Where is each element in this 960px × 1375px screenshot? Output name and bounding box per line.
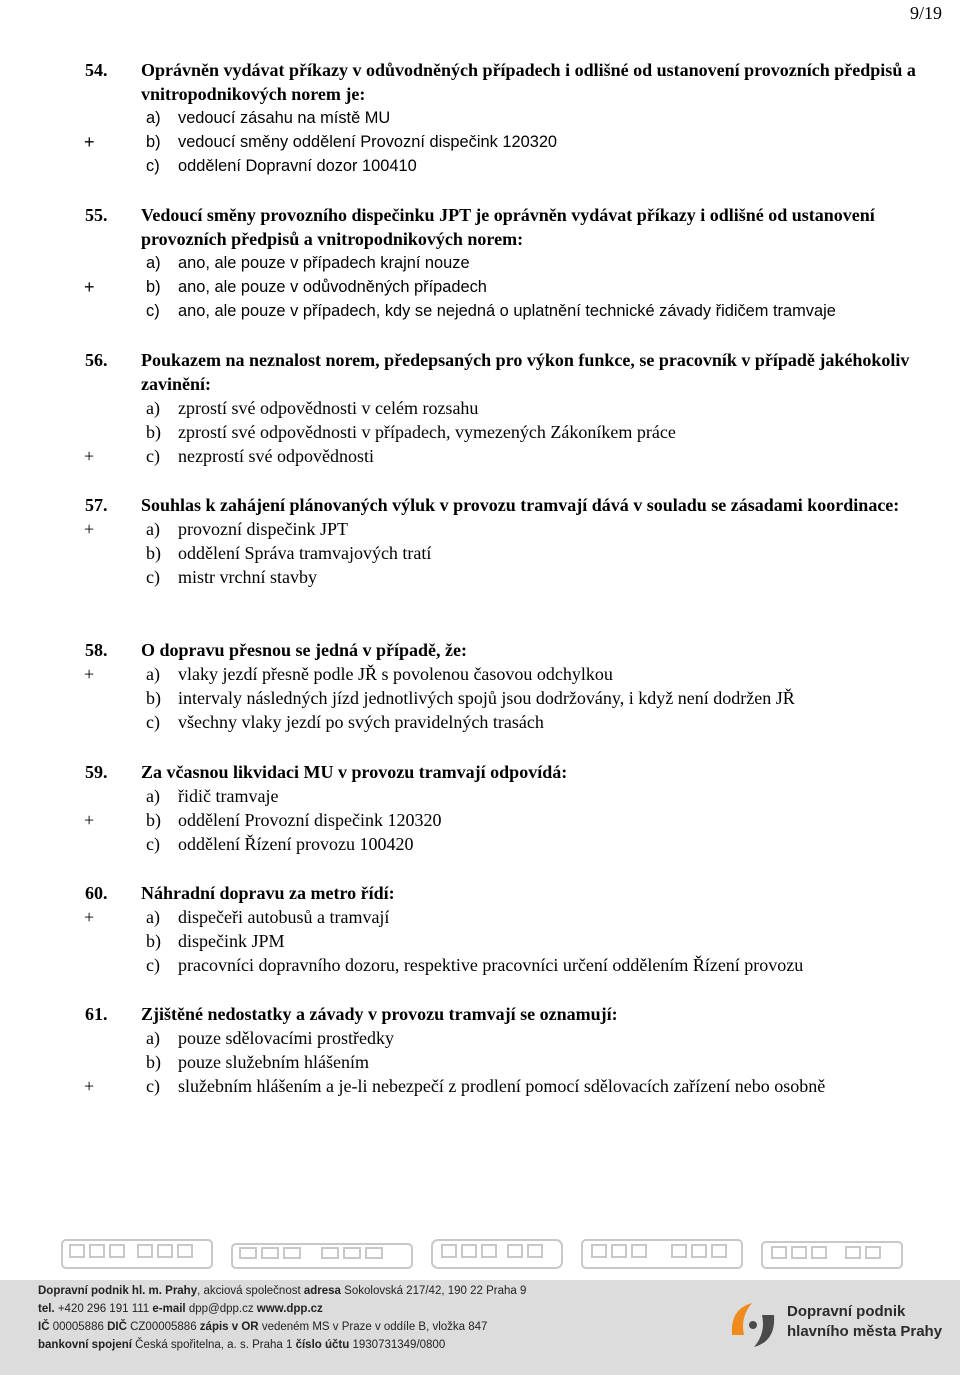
question-stem: O dopravu přesnou se jedná v případě, že: <box>141 640 468 660</box>
option-text: provozní dispečink JPT <box>178 519 348 539</box>
footer-line-registration <box>38 1318 526 1336</box>
footer-line-bank <box>38 1336 526 1354</box>
option-letter: c) <box>146 1076 160 1096</box>
logo-wordmark <box>787 1302 942 1342</box>
correct-marker: + <box>84 277 95 297</box>
option-letter: a) <box>146 1028 160 1048</box>
bus-silhouette-icon <box>232 1244 412 1268</box>
answer-option <box>0 710 960 734</box>
option-text: nezprostí své odpovědnosti <box>178 446 374 466</box>
answer-option <box>0 299 960 323</box>
answer-option <box>0 929 960 953</box>
question-57 <box>0 493 960 589</box>
option-letter: b) <box>146 931 161 951</box>
answer-option <box>0 905 960 929</box>
question-number: 59. <box>85 762 108 782</box>
tram-silhouette-icon <box>582 1240 742 1268</box>
question-number: 61. <box>85 1004 108 1024</box>
email-link[interactable]: dpp@dpp.cz <box>188 1303 254 1315</box>
company-details <box>38 1282 526 1354</box>
option-text: zprostí své odpovědnosti v celém rozsahu <box>178 398 479 418</box>
question-number: 60. <box>85 883 108 903</box>
answer-option <box>0 154 960 178</box>
answer-option <box>0 251 960 275</box>
question-number: 57. <box>85 495 108 515</box>
question-number: 56. <box>85 350 108 370</box>
option-letter: c) <box>146 302 160 320</box>
web-link[interactable]: www.dpp.cz <box>256 1303 323 1315</box>
answer-option <box>0 832 960 856</box>
ic-label: IČ <box>38 1321 50 1333</box>
register-label: zápis v OR <box>199 1321 259 1333</box>
question-stem: Oprávněn vydávat příkazy v odůvodněných případech i odlišné od ustanovení provozních předpisů a vnitropodnikových norem je: <box>141 60 916 104</box>
option-text: ano, ale pouze v odůvodněných případech <box>178 278 487 296</box>
option-text: mistr vrchní stavby <box>178 567 317 587</box>
company-name: Dopravní podnik hl. m. Prahy <box>38 1285 198 1297</box>
option-letter: b) <box>146 133 161 151</box>
option-letter: a) <box>146 109 161 127</box>
correct-marker: + <box>84 446 95 466</box>
answer-option <box>0 106 960 130</box>
option-letter: c) <box>146 834 160 854</box>
answer-option <box>0 808 960 832</box>
answer-option <box>0 784 960 808</box>
question-text <box>0 203 960 251</box>
question-60 <box>0 881 960 977</box>
answer-option <box>0 1026 960 1050</box>
answer-option <box>0 953 960 977</box>
question-stem: Souhlas k zahájení plánovaných výluk v provozu tramvají dává v souladu se zásadami koordinace: <box>141 495 900 515</box>
tram-silhouette-icon <box>762 1242 902 1268</box>
option-letter: b) <box>146 278 161 296</box>
question-stem: Za včasnou likvidaci MU v provozu tramvají odpovídá: <box>141 762 568 782</box>
tel-label: tel. <box>38 1303 55 1315</box>
option-letter: a) <box>146 519 160 539</box>
option-letter: b) <box>146 1052 161 1072</box>
option-text: pracovníci dopravního dozoru, respektive pracovníci určení oddělením Řízení provozu <box>178 955 804 975</box>
option-text: ano, ale pouze v případech, kdy se nejedná o uplatnění technické závady řidičem tramvaje <box>178 302 836 320</box>
dpp-logo-icon <box>726 1295 780 1355</box>
option-letter: a) <box>146 254 161 272</box>
tel: +420 296 191 111 <box>57 1303 150 1315</box>
tram-silhouette-icon <box>62 1240 212 1268</box>
question-56 <box>0 348 960 468</box>
page-number: 9/19 <box>909 3 942 23</box>
answer-option <box>0 1050 960 1074</box>
correct-marker: + <box>84 519 95 539</box>
answer-option <box>0 444 960 468</box>
option-letter: c) <box>146 955 160 975</box>
correct-marker: + <box>84 1076 95 1096</box>
option-letter: a) <box>146 398 160 418</box>
question-text <box>0 881 960 905</box>
question-text <box>0 1002 960 1026</box>
option-letter: c) <box>146 157 160 175</box>
email-label: e-mail <box>152 1303 186 1315</box>
question-number: 55. <box>85 205 108 225</box>
question-stem: Vedoucí směny provozního dispečinku JPT je oprávněn vydávat příkazy i odlišné od ustanovení provozních předpisů a vnitropodnikových norem: <box>141 205 875 249</box>
option-text: oddělení Provozní dispečink 120320 <box>178 810 442 830</box>
option-text: vedoucí zásahu na místě MU <box>178 109 391 127</box>
question-stem: Poukazem na neznalost norem, předepsaných pro výkon funkce, se pracovník v případě jakéhokoliv zavinění: <box>141 350 910 394</box>
vehicle-silhouettes-graphic <box>60 1232 910 1276</box>
option-letter: c) <box>146 567 160 587</box>
answer-option <box>0 565 960 589</box>
answer-option <box>0 1074 960 1098</box>
answer-option <box>0 396 960 420</box>
option-text: dispečeři autobusů a tramvají <box>178 907 390 927</box>
account-label: číslo účtu <box>295 1339 350 1351</box>
question-58 <box>0 638 960 734</box>
question-54 <box>0 58 960 178</box>
option-letter: c) <box>146 712 160 732</box>
metro-silhouette-icon <box>432 1240 562 1268</box>
question-text <box>0 58 960 106</box>
option-letter: a) <box>146 664 160 684</box>
option-text: oddělení Dopravní dozor 100410 <box>178 157 417 175</box>
option-letter: b) <box>146 543 161 563</box>
answer-option <box>0 517 960 541</box>
answer-option <box>0 130 960 154</box>
answer-option <box>0 275 960 299</box>
option-text: vlaky jezdí přesně podle JŘ s povolenou časovou odchylkou <box>178 664 613 684</box>
option-text: zprostí své odpovědnosti v případech, vymezených Zákoníkem práce <box>178 422 676 442</box>
answer-option <box>0 662 960 686</box>
question-text <box>0 348 960 396</box>
option-letter: b) <box>146 688 161 708</box>
option-text: oddělení Řízení provozu 100420 <box>178 834 414 854</box>
answer-option <box>0 420 960 444</box>
ic: 00005886 <box>52 1321 104 1333</box>
question-stem: Zjištěné nedostatky a závady v provozu tramvají se oznamují: <box>141 1004 618 1024</box>
option-letter: a) <box>146 907 160 927</box>
option-letter: a) <box>146 786 160 806</box>
option-letter: c) <box>146 446 160 466</box>
dic: CZ00005886 <box>130 1321 197 1333</box>
address: Sokolovská 217/42, 190 22 Praha 9 <box>344 1285 527 1297</box>
answer-option <box>0 686 960 710</box>
register: vedeném MS v Praze v oddíle B, vložka 847 <box>261 1321 488 1333</box>
logo-line-2: hlavního města Prahy <box>787 1323 943 1340</box>
company-footer <box>0 1280 960 1375</box>
question-stem: Náhradní dopravu za metro řídí: <box>141 883 395 903</box>
option-text: dispečink JPM <box>178 931 285 951</box>
question-text <box>0 760 960 784</box>
account: 1930731349/0800 <box>352 1339 446 1351</box>
option-text: všechny vlaky jezdí po svých pravidelných trasách <box>178 712 544 732</box>
option-text: služebním hlášením a je-li nebezpečí z prodlení pomocí sdělovacích zařízení nebo osobně <box>178 1076 826 1096</box>
footer-line-contact <box>38 1300 526 1318</box>
option-letter: b) <box>146 810 161 830</box>
correct-marker: + <box>84 810 95 830</box>
bank-label: bankovní spojení <box>38 1339 132 1351</box>
correct-marker: + <box>84 664 95 684</box>
answer-option <box>0 541 960 565</box>
question-59 <box>0 760 960 856</box>
option-letter: b) <box>146 422 161 442</box>
question-text <box>0 638 960 662</box>
company-type: , akciová společnost <box>197 1285 301 1297</box>
bank: Česká spořitelna, a. s. Praha 1 <box>135 1339 293 1351</box>
option-text: vedoucí směny oddělení Provozní dispečink 120320 <box>178 133 558 151</box>
question-text <box>0 493 960 517</box>
question-55 <box>0 203 960 323</box>
option-text: pouze služebním hlášením <box>178 1052 369 1072</box>
question-number: 58. <box>85 640 108 660</box>
question-number: 54. <box>85 60 108 80</box>
option-text: ano, ale pouze v případech krajní nouze <box>178 254 470 272</box>
address-label: adresa <box>303 1285 341 1297</box>
option-text: oddělení Správa tramvajových tratí <box>178 543 432 563</box>
dic-label: DIČ <box>107 1321 127 1333</box>
logo-line-1: Dopravní podnik <box>787 1303 906 1320</box>
question-61 <box>0 1002 960 1098</box>
footer-line-company <box>38 1282 526 1300</box>
correct-marker: + <box>84 907 95 927</box>
option-text: pouze sdělovacími prostředky <box>178 1028 394 1048</box>
option-text: řidič tramvaje <box>178 786 279 806</box>
option-text: intervaly následných jízd jednotlivých spojů jsou dodržovány, i když není dodržen JŘ <box>178 688 795 708</box>
correct-marker: + <box>84 132 95 152</box>
